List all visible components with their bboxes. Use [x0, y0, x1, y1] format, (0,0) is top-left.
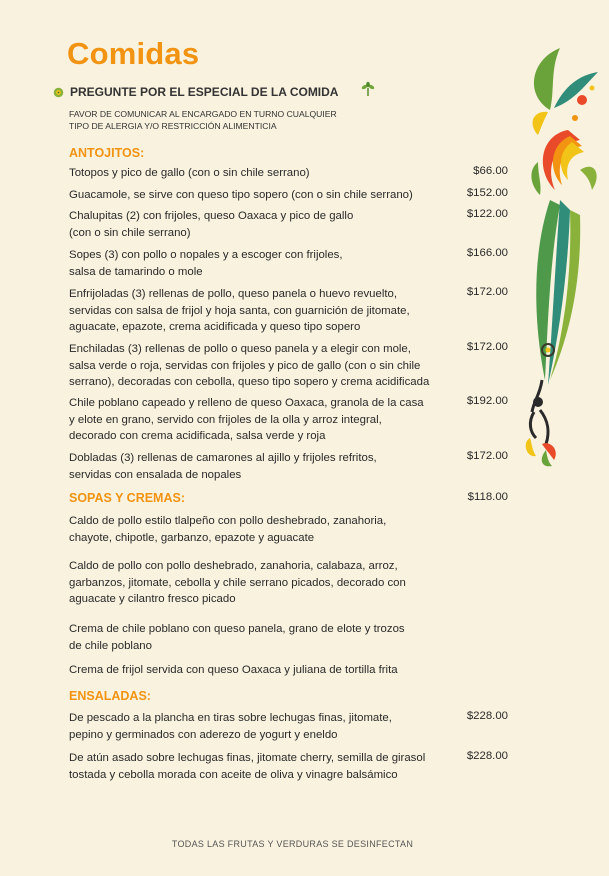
item-line: Chalupitas (2) con frijoles, queso Oaxaca y pico de gallo — [69, 210, 354, 222]
item-line: aguacate, epazote, crema acidificada y queso tipo sopero — [69, 321, 361, 333]
item-line: y elote en grano, servido con frijoles de la olla y arroz integral, — [69, 413, 382, 426]
item-line: Chile poblano capeado y relleno de queso Oaxaca, granola de la casa — [69, 397, 424, 409]
section-ensaladas-heading: ENSALADAS: — [69, 689, 151, 703]
item-line: (con o sin chile serrano) — [69, 226, 191, 239]
menu-item-totopos — [69, 165, 454, 182]
item-price: $172.00 — [466, 286, 508, 298]
item-line: Caldo de pollo estilo tlalpeño con pollo deshebrado, zanahoria, — [69, 515, 387, 527]
item-line: Enchiladas (3) rellenas de pollo o queso panela y a elegir con mole, — [69, 343, 411, 355]
special-note-text: PREGUNTE POR EL ESPECIAL DE LA COMIDA — [70, 85, 339, 99]
item-line: Totopos y pico de gallo (con o sin chile serrano) — [69, 167, 310, 179]
section-sopas-price: $118.00 — [467, 491, 508, 503]
menu-item-enchiladas — [69, 341, 454, 391]
item-price: $166.00 — [466, 247, 508, 259]
item-line: Sopes (3) con pollo o nopales y a escoger con frijoles, — [69, 249, 343, 261]
menu-item-chile-poblano — [69, 395, 454, 445]
item-line: De pescado a la plancha en tiras sobre lechugas finas, jitomate, — [69, 712, 392, 724]
item-price: $172.00 — [466, 341, 508, 353]
item-line: De atún asado sobre lechugas finas, jitomate cherry, semilla de girasol — [69, 752, 426, 764]
allergy-note-line: TIPO DE ALERGIA Y/O RESTRICCIÓN ALIMENTICIA — [69, 121, 277, 131]
item-line: decorado con crema acidificada, salsa verde y roja — [69, 430, 326, 442]
item-line: salsa de tamarindo o mole — [69, 265, 203, 278]
menu-item-crema-poblano — [69, 621, 454, 654]
menu-item-guacamole — [69, 187, 454, 204]
item-line: Guacamole, se sirve con queso tipo sopero (con o sin chile serrano) — [69, 189, 413, 201]
item-line: garbanzos, jitomate, cebolla y chile serrano picados, decorado con — [69, 576, 406, 589]
menu-item-chalupitas — [69, 208, 454, 241]
allergy-note-line: FAVOR DE COMUNICAR AL ENCARGADO EN TURNO CUALQUIER — [69, 109, 337, 119]
item-price: $152.00 — [466, 187, 508, 199]
item-price: $122.00 — [466, 208, 508, 220]
item-line: servidas con salsa de frijol y hoja santa, con guarnición de jitomate, — [69, 304, 410, 317]
allergy-note — [69, 108, 337, 132]
item-price: $192.00 — [466, 395, 508, 407]
menu-item-enfrijoladas — [69, 286, 454, 336]
item-price: $66.00 — [473, 165, 508, 177]
menu-item-crema-frijol — [69, 662, 454, 679]
item-line: salsa verde o roja, servidas con frijoles y pico de gallo (con o sin chile — [69, 359, 421, 372]
section-sopas-heading: SOPAS Y CREMAS: — [69, 491, 185, 505]
item-line: servidas con ensalada de nopales — [69, 468, 242, 481]
item-line: Crema de frijol servida con queso Oaxaca y juliana de tortilla frita — [69, 664, 398, 676]
item-line: chayote, chipotle, garbanzo, epazote y aguacate — [69, 531, 315, 544]
floral-vine-icon — [520, 40, 605, 470]
item-price: $172.00 — [466, 450, 508, 462]
item-price: $228.00 — [466, 750, 508, 762]
item-line: Dobladas (3) rellenas de camarones al ajillo y frijoles refritos, — [69, 452, 377, 464]
menu-item-dobladas — [69, 450, 454, 483]
menu-item-sopes — [69, 247, 454, 280]
item-line: Enfrijoladas (3) rellenas de pollo, queso panela o huevo revuelto, — [69, 288, 398, 300]
item-price: $228.00 — [466, 710, 508, 722]
menu-item-ensalada-atun — [69, 750, 454, 783]
menu-item-caldo-tlalpeno — [69, 513, 454, 546]
page-title: Comidas — [67, 36, 200, 71]
item-line: tostada y cebolla morada con aceite de oliva y vinagre balsámico — [69, 768, 398, 781]
footer-note: TODAS LAS FRUTAS Y VERDURAS SE DESINFECTAN — [171, 839, 414, 849]
menu-item-caldo-pollo — [69, 558, 454, 608]
item-line: pepino y germinados con aderezo de yogurt y eneldo — [69, 728, 338, 741]
leaf-bullet-icon — [53, 87, 64, 98]
item-line: Crema de chile poblano con queso panela, grano de elote y trozos — [69, 623, 405, 635]
item-line: serrano), decoradas con cebolla, queso tipo sopero y crema acidificada — [69, 376, 430, 388]
item-line: Caldo de pollo con pollo deshebrado, zanahoria, calabaza, arroz, — [69, 560, 398, 572]
sprig-icon — [360, 81, 376, 97]
section-antojitos-heading: ANTOJITOS: — [69, 146, 145, 160]
item-line: de chile poblano — [69, 639, 152, 652]
special-note — [53, 85, 338, 99]
menu-item-ensalada-pescado — [69, 710, 454, 743]
item-line: aguacate y cilantro fresco picado — [69, 593, 236, 605]
